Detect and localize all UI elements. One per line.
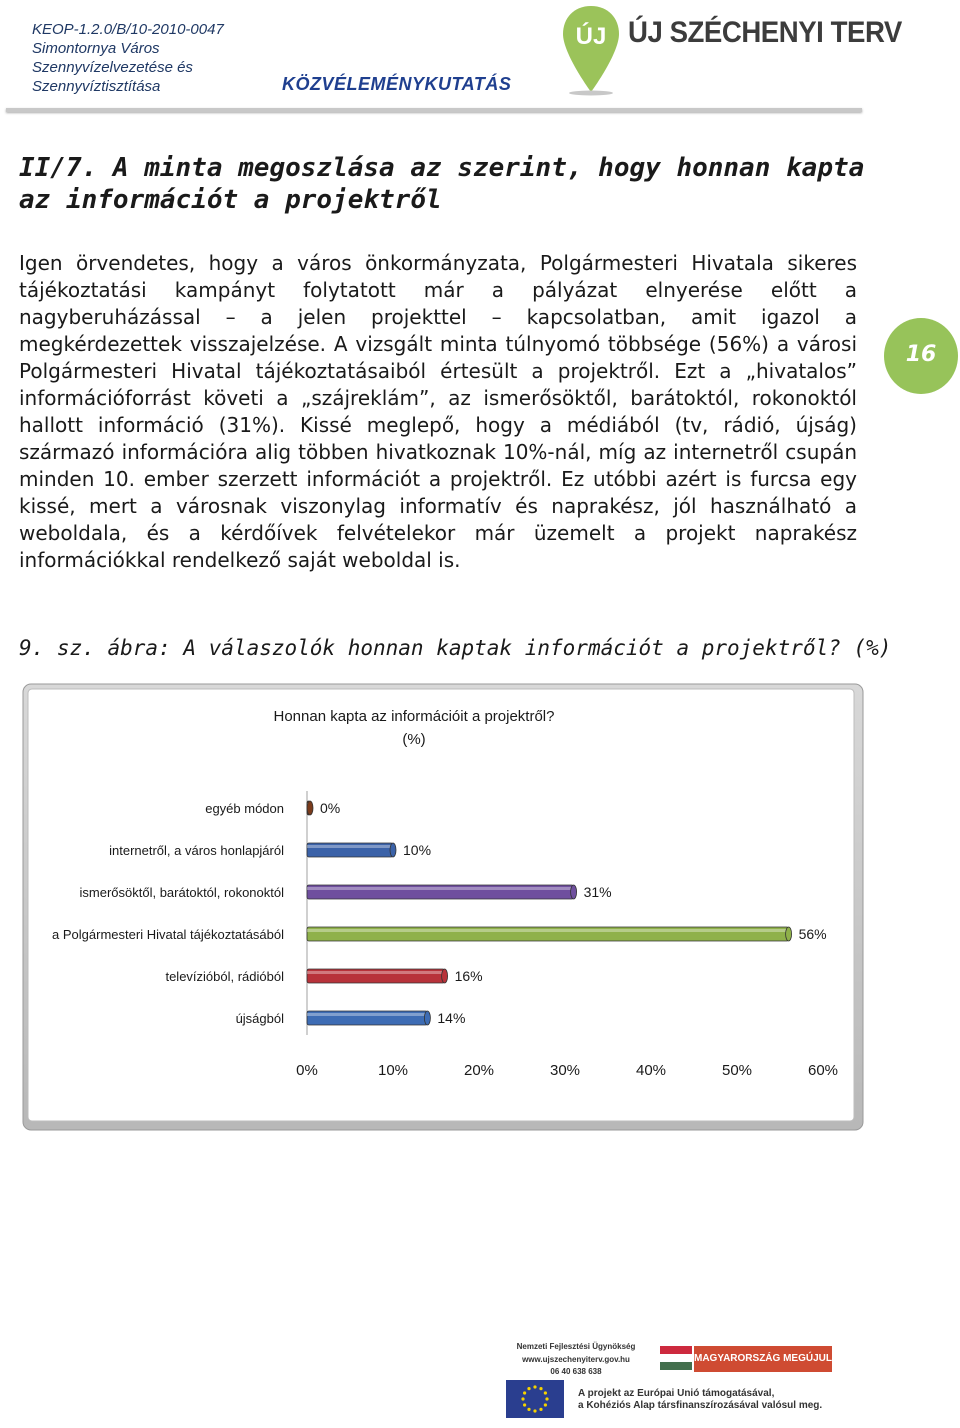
value-label: 56% <box>798 926 827 942</box>
bar-highlight <box>307 929 789 932</box>
value-label: 10% <box>403 842 432 858</box>
eu-star <box>544 1391 547 1394</box>
header-divider <box>6 108 862 112</box>
section-heading: II/7. A minta megoszlása az szerint, hogy honnan kapta az információt a projektről <box>19 153 865 215</box>
x-tick-label: 40% <box>635 1062 667 1079</box>
szechenyi-logo-icon <box>560 4 622 96</box>
eu-flag-icon <box>506 1380 564 1418</box>
footer-phone: 06 40 638 638 <box>550 1367 602 1376</box>
header-project-info <box>32 20 224 96</box>
chart-plot-area <box>28 689 854 1121</box>
x-tick-label: 0% <box>296 1062 318 1079</box>
header-project-code: KEOP-1.2.0/B/10-2010-0047 <box>32 21 224 38</box>
eu-note-line1: A projekt az Európai Unió támogatásával, <box>578 1388 775 1399</box>
eu-star <box>523 1391 526 1394</box>
footer-agency: Nemzeti Fejlesztési Ügynökség <box>516 1342 636 1351</box>
x-tick-label: 10% <box>377 1062 409 1079</box>
chart-title: Honnan kapta az információit a projektről? <box>273 708 555 725</box>
logo-wordmark: ÚJ SZÉCHENYI TERV <box>628 16 902 49</box>
eu-star <box>544 1403 547 1406</box>
hungary-renews-banner <box>694 1346 832 1372</box>
eu-star <box>539 1387 542 1390</box>
bar-end-cap <box>390 843 396 857</box>
bar-end-cap <box>307 801 313 815</box>
header-title: KÖZVÉLEMÉNYKUTATÁS <box>282 74 512 94</box>
eu-star <box>533 1409 536 1412</box>
eu-star <box>523 1403 526 1406</box>
bar-chart <box>22 683 864 1131</box>
category-label: ismerősöktől, barátoktól, rokonoktól <box>79 885 284 900</box>
header-project-line: Szennyvíztisztítása <box>32 78 161 95</box>
szechenyi-logo-text <box>628 16 902 50</box>
bar-highlight <box>307 1013 427 1016</box>
bar-end-cap <box>786 927 792 941</box>
header-project-line: Simontornya Város <box>32 40 160 57</box>
hungarian-flag-icon <box>660 1346 692 1370</box>
x-tick-label: 20% <box>463 1062 495 1079</box>
logo-mark-text: ÚJ <box>575 23 607 50</box>
eu-star <box>539 1408 542 1411</box>
body-paragraph: Igen örvendetes, hogy a város önkormányzata, Polgármesteri Hivatala sikeres tájékoztatási kampányt folytatott már a pályázat elnyerése előtt a nagyberuházással – a jelen projekttel – kapcsolatban, amit igazol a megkérdezettek visszajelzése. A vizsgált minta túlnyomó többsége (56%) a városi Polgármesteri Hivatal tájékoztatásaiból értesült a projektről. Ezt a „hivatalos” információforrást követi a „szájreklám”, az ismerősöktől, barátoktól, rokonoktól hallott információ (31%). Kissé meglepő, hogy a médiából (tv, rádió, újság) származó információra alig többen hivatkoznak 10%-nál, míg az internetről csupán minden 10. ember szerzett információt a projektről. Ez utóbbi azért is furcsa egy kissé, mert a városnak viszonylag informatív és naprakész, jól használható a weboldala, és a kérdőívek felvételekor már üzemelt a projekt naprakész információkkal rendelkező saját weboldal is. <box>19 251 857 572</box>
footer-website: www.ujszechenyiterv.gov.hu <box>522 1355 630 1364</box>
category-label: újságból <box>235 1011 284 1026</box>
bar-end-cap <box>442 969 448 983</box>
x-tick-label: 60% <box>807 1062 839 1079</box>
bar-highlight <box>307 971 445 974</box>
category-label: egyéb módon <box>205 801 284 816</box>
eu-note-line2: a Kohéziós Alap társfinanszírozásával valósul meg. <box>578 1400 823 1411</box>
header-project-line: Szennyvízelvezetése és <box>32 59 193 76</box>
eu-funding-note <box>578 1388 822 1412</box>
x-tick-label: 30% <box>549 1062 581 1079</box>
eu-star <box>527 1387 530 1390</box>
bar-highlight <box>307 845 393 848</box>
value-label: 14% <box>437 1010 466 1026</box>
figure-caption: 9. sz. ábra: A válaszolók honnan kaptak információt a projektről? (%) <box>19 636 892 660</box>
eu-star <box>533 1385 536 1388</box>
footer-agency-block <box>506 1342 646 1376</box>
page-number: 16 <box>905 342 937 367</box>
eu-star <box>527 1408 530 1411</box>
category-label: televízióból, rádióból <box>165 969 284 984</box>
hungary-banner-text: MAGYARORSZÁG MEGÚJUL <box>694 1353 832 1364</box>
bar-end-cap <box>571 885 577 899</box>
value-label: 31% <box>583 884 612 900</box>
x-tick-label: 50% <box>721 1062 753 1079</box>
category-label: internetről, a város honlapjáról <box>109 843 284 858</box>
bar-highlight <box>307 887 574 890</box>
bar-end-cap <box>424 1011 430 1025</box>
value-label: 16% <box>454 968 483 984</box>
value-label: 0% <box>320 800 341 816</box>
page-number-badge <box>884 318 958 394</box>
eu-star <box>545 1397 548 1400</box>
eu-star <box>521 1397 524 1400</box>
category-label: a Polgármesteri Hivatal tájékoztatásából <box>52 927 284 942</box>
chart-subtitle: (%) <box>402 731 426 748</box>
